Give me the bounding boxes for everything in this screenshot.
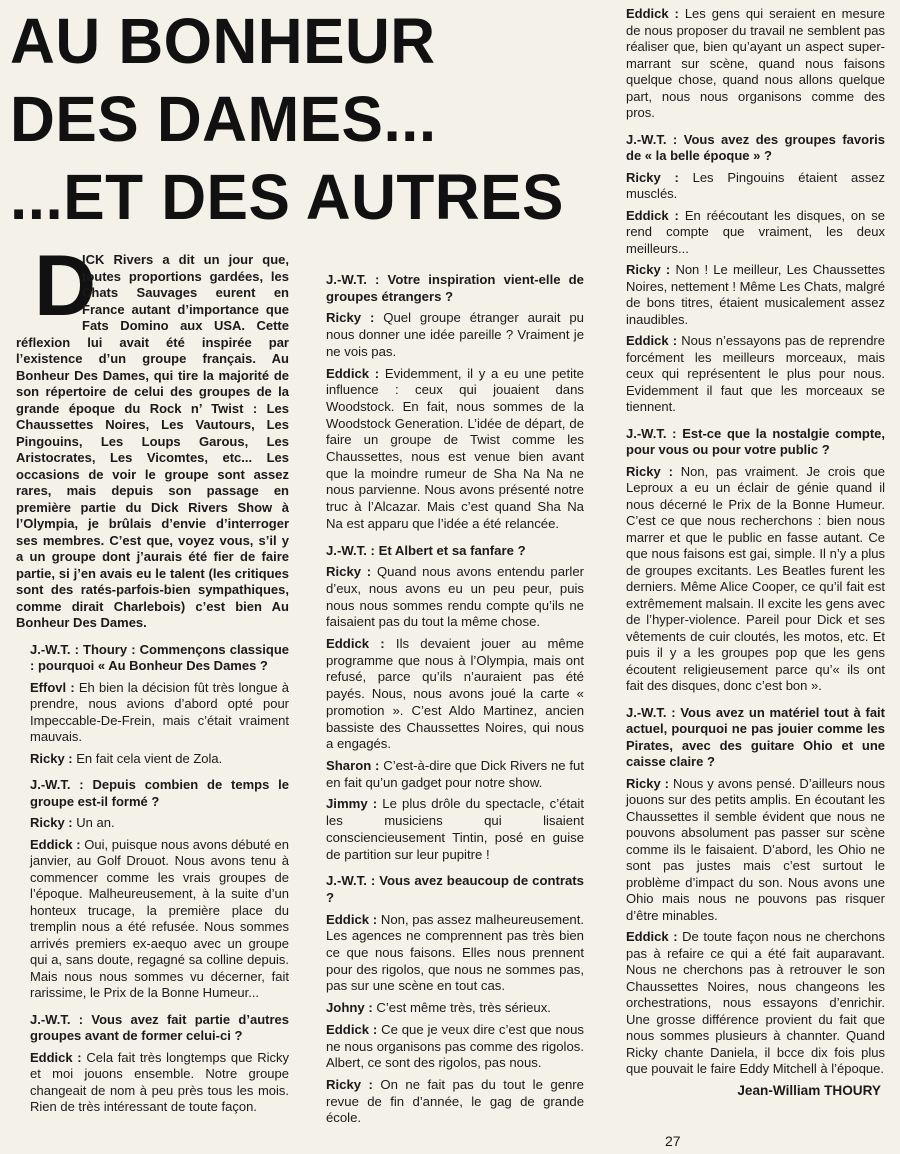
speaker-label: Ricky :: [626, 169, 679, 185]
speaker-label: J.-W.T. :: [326, 873, 376, 889]
page-number: 27: [665, 1133, 681, 1149]
speech-text: Un an.: [76, 815, 115, 830]
interview-answer: [312, 1022, 584, 1072]
speech-text: On ne fait pas du tout le genre revue de fin d’année, le gag de grande école.: [326, 1076, 584, 1126]
speaker-label: J.-W.T. :: [626, 425, 677, 441]
speaker-label: J.-W.T. :: [30, 641, 79, 657]
speaker-label: Ricky :: [326, 310, 375, 326]
speech-text: Votre inspiration vient-elle de groupes étrangers ?: [326, 272, 584, 304]
speaker-label: Eddick :: [626, 207, 679, 223]
speaker-label: Eddick :: [326, 1021, 378, 1037]
interview-answer: [612, 333, 885, 416]
interview-answer: [312, 1000, 584, 1017]
speaker-label: Eddick :: [626, 333, 678, 348]
speaker-label: Eddick :: [326, 636, 385, 652]
speaker-label: Effovl :: [30, 679, 75, 695]
interview-answer: [612, 776, 885, 925]
speech-text: C’est même très, très sérieux.: [376, 1000, 551, 1016]
interview-answer: [312, 636, 584, 753]
intro-text: ICK Rivers a dit un jour que, toutes proportions gardées, les Chats Sauvages eurent en France autant d’importance que Fats Domino aux USA. Cette réflexion lui avait été inspirée par l’existence d’un groupe français. Au Bonheur Des Dames, qui tire la majorité de son répertoire de celui des groupes de la grande époque du Rock n’ Twist : Les Chaussettes Noires, Les Vautours, Les Pingouins, Les Loups Garous, Les Aristocrates, Les Vicomtes, etc... Les occasions de voir le groupe sont assez rares, mais depuis son passage en première partie du Dick Rivers Show à l’Olympia, je brûlais d’envie d’interroger ses membres. C’est que, voyez vous, s’il y a un groupe dont j’aurais été fier de faire partie, si j’en avais eu le talent (les critiques sont des ratés-parfois-bien sympathiques, comme dirait Charlebois) c’est bien Au Bonheur Des Dames.: [16, 252, 289, 630]
speech-text: Vous avez des groupes favoris de « la belle époque » ?: [626, 131, 885, 163]
speech-text: Vous avez un matériel tout à fait actuel, pourquoi ne pas jouier comme les Pirates, avec des guitare Ohio et une caisse claire ?: [626, 704, 885, 769]
speech-text: Le plus drôle du spectacle, c’était les musiciens qui lisaient consciencieusement Tintin, posé en guise de partition sur leur pupitre !: [326, 796, 585, 862]
speech-text: Depuis combien de temps le groupe est-il formé ?: [30, 777, 290, 809]
speech-text: Est-ce que la nostalgie compte, pour vous ou pour votre public ?: [626, 425, 885, 457]
interview-answer: [16, 837, 289, 1002]
speech-text: De toute façon nous ne cherchons pas à refaire ce qui a été fait auparavant. Nous ne cherchons pas à retrouver le son Chaussettes Noires, nous changeons les orchestrations, nous essayons d’enrichir. Une grosse différence provient du fait que nous sommes plusieurs à channter. Quand Ricky chante Daniela, il bcce dix fois plus que pouvait le faire Eddy Mitchell à l’époque.: [626, 929, 885, 1076]
interview-question: [312, 873, 584, 906]
speech-text: Nous n’essayons pas de reprendre forcément les meilleurs morceaux, mais ceux qui représentent le plus pour nous. Evidemment il faut que les morceaux se tiennent.: [626, 333, 885, 414]
speaker-label: Sharon :: [326, 757, 380, 773]
speaker-label: J.-W.T. :: [326, 542, 375, 558]
speech-text: Evidemment, il y a eu une petite influence : ceux qui jouaient dans Woodstock. En fait, nous sommes de la Woodstock Generation. L’idée de départ, de faire un groupe de Twist comme les Chaussettes, nous est venue bien avant que la moindre rumeur de Sha Na Na ne nous parvienne. Nous avons présenté notre truc à l’Alcazar. Mais c’est quand Sha Na Na est apparu que l’idée a été relancée.: [326, 365, 584, 531]
article-column-3: [612, 6, 885, 1099]
headline-line-1: AU BONHEUR: [10, 5, 436, 77]
speaker-label: Ricky :: [626, 463, 673, 479]
speech-text: Non, pas vraiment. Je crois que Leproux a eu un éclair de génie quand il nous décerné le Prix de la Bonne Humeur. C’est ce que nous recherchons : bien nous marrer et que le public en fasse autant. Ce que nous faisons est gai, simple. Il n’y a plus de groupes excitants. Les Beatles furent les derniers. Même Alice Cooper, ce qu’il fait est extrêmement malsain. Il excite les gens avec de l’hyper-violence. Pareil pour Dick et ses vêtements de cuir cloutés, les motos, etc. Et puis il y a les groupes pop que les gens écoutent religieusement parce qu’« ils ont fait des disques, donc c’est bon ».: [626, 463, 885, 693]
headline-line-3: ...ET DES AUTRES: [10, 161, 564, 233]
interview-question: [16, 642, 289, 675]
article-column-2: [312, 262, 584, 1132]
speech-text: Nous y avons pensé. D’ailleurs nous jouons sur des petits amplis. En écoutant les Chaussettes il semble évident que nous ne pouvons absolument pas passer sur scène comme ils le faisaient. D’abord, les Ohio ne sont pas justes mais c’est surtout le problème d’impact du son. Nous avons une Ohio mais nous ne pouvons pas risquer d’être minables.: [626, 775, 885, 923]
speech-text: Ils devaient jouer au même programme que nous à l’Olympia, mais ont refusé, parce qu’ils n’auraient pas été payés. Nous, nous avons joué la carte « promotion ». C’est Aldo Martinez, ancien bassiste des Chaussettes Noires, qui nous a engagés.: [326, 636, 584, 752]
interview-question: [312, 543, 584, 560]
speaker-label: Eddick :: [30, 836, 81, 852]
interview-question: [16, 777, 289, 810]
speaker-label: Eddick :: [626, 6, 679, 21]
interview-question: [16, 1012, 289, 1045]
speaker-label: Eddick :: [326, 365, 380, 381]
interview-question: [612, 426, 885, 459]
speech-text: Vous avez beaucoup de contrats ?: [326, 873, 584, 905]
interview-answer: [312, 310, 584, 360]
speaker-label: Eddick :: [30, 1049, 82, 1065]
speaker-label: J.-W.T. :: [30, 777, 84, 792]
speaker-label: J.-W.T. :: [326, 272, 380, 287]
speaker-label: J.-W.T. :: [626, 704, 676, 720]
speaker-label: J.-W.T. :: [30, 1011, 84, 1027]
speech-text: Cela fait très longtemps que Ricky et moi jouons ensemble. Notre groupe changeait de nom à peu près tous les mois. Rien de très intéressant de toute façon.: [30, 1049, 289, 1114]
speech-text: Les Pingouins étaient assez musclés.: [626, 169, 885, 201]
speaker-label: Eddick :: [326, 911, 378, 927]
interview-answer: [612, 929, 885, 1078]
interview-question: [612, 132, 885, 165]
speech-text: Eh bien la décision fût très longue à prendre, nous avions d’abord opté pour Impeccable-De-Frein, mais c’était vraiment mauvais.: [30, 679, 289, 744]
author-signature: Jean-William THOURY: [737, 1082, 881, 1098]
speech-text: Quand nous avons entendu parler d’eux, nous avons eu un peu peur, puis nous nous sommes rendu compte qu’ils ne faisaient pas du tout la même chose.: [326, 564, 585, 630]
interview-answer: [612, 6, 885, 122]
speaker-label: Ricky :: [326, 564, 372, 580]
speech-text: Thoury : Commençons classique : pourquoi « Au Bonheur Des Dames ?: [30, 641, 289, 673]
interview-answer: [612, 170, 885, 203]
speaker-label: J.-W.T. :: [626, 131, 678, 147]
column-3-body: [612, 6, 885, 1078]
speech-text: C’est-à-dire que Dick Rivers ne fut en fait qu’un gadget pour notre show.: [326, 757, 585, 790]
headline-line-2: DES DAMES...: [10, 83, 437, 155]
speech-text: Vous avez fait partie d’autres groupes avant de former celui-ci ?: [30, 1011, 290, 1043]
interview-answer: [16, 680, 289, 746]
interview-answer: [612, 464, 885, 695]
interview-answer: [612, 208, 885, 258]
headline: [10, 2, 582, 236]
interview-answer: [16, 751, 289, 768]
speaker-label: Ricky :: [326, 1076, 373, 1092]
speech-text: Quel groupe étranger aurait pu nous donner une idée pareille ? Vraiment je ne vois pas.: [326, 310, 584, 359]
intro-paragraph: [16, 238, 289, 632]
speaker-label: Ricky :: [626, 775, 669, 791]
interview-answer: [16, 815, 289, 832]
speaker-label: Jimmy :: [326, 796, 378, 812]
speech-text: Non, pas assez malheureusement. Les agences ne comprennent pas très bien ce que nous faisons. Elles nous prennent pour des rigolos, que nous ne sommes pas, pas sur une scène en tout cas.: [326, 911, 584, 994]
speech-text: Ce que je veux dire c’est que nous ne nous organisons pas comme des rigolos. Albert, ce sont des rigolos, pas nous.: [326, 1021, 584, 1071]
speaker-label: Ricky :: [626, 262, 671, 277]
interview-answer: [312, 1077, 584, 1127]
speaker-label: Ricky :: [30, 815, 73, 830]
interview-question: [612, 705, 885, 771]
interview-answer: [16, 1050, 289, 1116]
speech-text: En réécoutant les disques, on se rend compte que vraiment, les deux meilleurs...: [626, 207, 886, 256]
column-1-body: [16, 642, 289, 1116]
interview-answer: [612, 262, 885, 328]
speech-text: Non ! Le meilleur, Les Chaussettes Noires, nettement ! Même Les Chats, malgré de bons titres, étaient musicalement assez inaudibles.: [626, 262, 885, 327]
speaker-label: Johny :: [326, 1000, 373, 1016]
speech-text: Les gens qui seraient en mesure de nous proposer du travail ne semblent pas réaliser que, bien qu’ayant un aspect super-marrant sur scène, quand nous faisons quelque chose, quand nous allons quelque part, nous nous organisons comme des pros.: [626, 6, 885, 120]
article-column-1: [16, 238, 290, 1121]
speaker-label: Eddick :: [626, 929, 678, 944]
column-2-body: [312, 272, 584, 1127]
interview-answer: [312, 366, 584, 533]
speech-text: Et Albert et sa fanfare ?: [378, 542, 526, 558]
interview-answer: [312, 796, 584, 863]
drop-cap: D: [34, 238, 97, 334]
interview-question: [312, 272, 584, 305]
speech-text: En fait cela vient de Zola.: [76, 750, 223, 766]
interview-answer: [312, 912, 584, 996]
interview-answer: [312, 564, 584, 631]
speech-text: Oui, puisque nous avons débuté en janvier, au Golf Drouot. Nous avons tenu à commencer comme les vrais groupes de l’époque. Malheureusement, à la suite d’un honteux trucage, la première place du tremplin nous a été refusée. Nous sommes arrivés premiers ex-aequo avec un groupe qui a, sans doute, regagné sa colline depuis. Mais nous nous sommes vu décerner, fait rarissime, le Prix de la Bonne Humeur...: [30, 836, 289, 1000]
speaker-label: Ricky :: [30, 750, 73, 766]
interview-answer: [312, 758, 584, 791]
